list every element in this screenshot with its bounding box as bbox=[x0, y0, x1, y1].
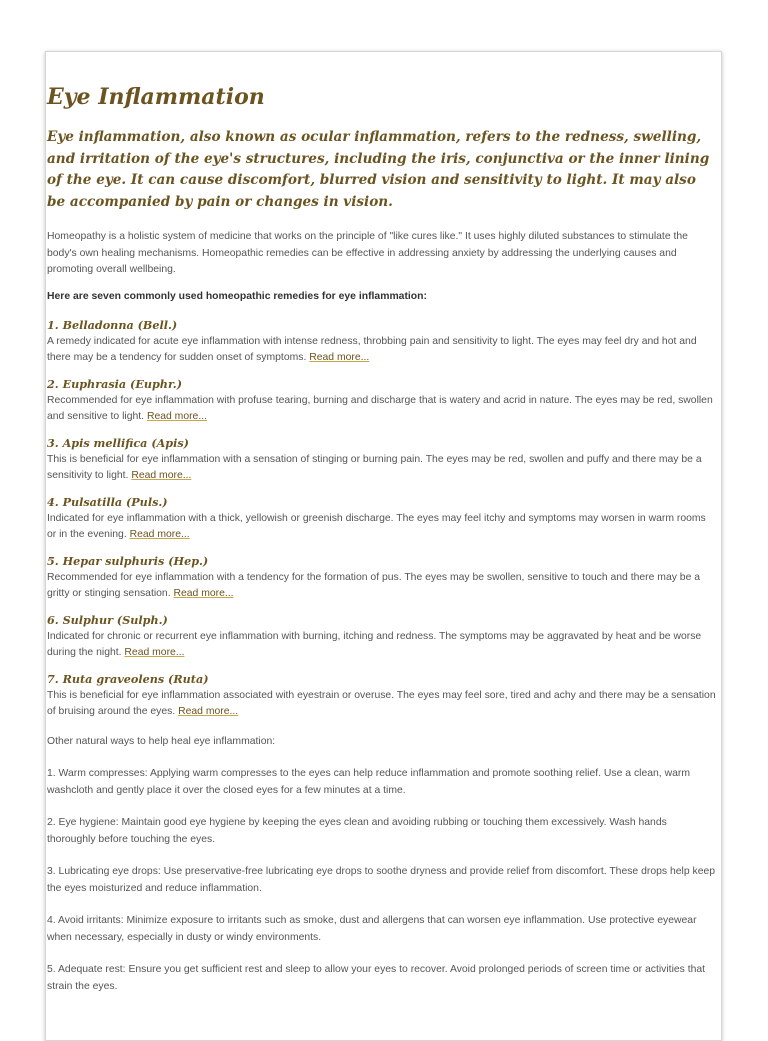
remedy-name: 3. Apis mellifica (Apis) bbox=[47, 436, 189, 450]
remedy-item bbox=[47, 553, 717, 602]
remedy-name: 4. Pulsatilla (Puls.) bbox=[47, 495, 168, 509]
remedy-description-text: This is beneficial for eye inflammation with a sensation of stinging or burning pain. The eyes may be red, swollen and puffy and there may be a sensitivity to light. bbox=[47, 454, 702, 481]
remedy-item bbox=[47, 671, 717, 720]
natural-tip: 2. Eye hygiene: Maintain good eye hygiene by keeping the eyes clean and avoiding rubbing or touching them excessively. Wash hands thoroughly before touching the eyes. bbox=[47, 817, 667, 845]
lead-paragraph: Eye inflammation, also known as ocular inflammation, refers to the redness, swelling, and irritation of the eye's structures, including the iris, conjunctiva or the inner lining of the eye. It can cause discomfort, blurred vision and sensitivity to light. It may also be accompanied by pain or changes in vision. bbox=[47, 129, 710, 210]
remedy-description bbox=[47, 393, 717, 425]
remedy-description-text: Indicated for eye inflammation with a thick, yellowish or greenish discharge. The eyes may feel itchy and symptoms may worsen in warm rooms or in the evening. bbox=[47, 513, 706, 540]
remedy-name: 2. Euphrasia (Euphr.) bbox=[47, 377, 182, 391]
read-more-link[interactable]: Read more... bbox=[131, 470, 192, 481]
remedy-description-text: A remedy indicated for acute eye inflammation with intense redness, throbbing pain and sensitivity to light. The eyes may feel dry and hot and there may be a tendency for sudden onset of symptoms. bbox=[47, 336, 697, 363]
read-more-link[interactable]: Read more... bbox=[146, 411, 207, 422]
read-more-link[interactable]: Read more... bbox=[178, 706, 239, 717]
remedy-description bbox=[47, 629, 717, 661]
read-more-link[interactable]: Read more... bbox=[309, 352, 370, 363]
intro-paragraph: Homeopathy is a holistic system of medicine that works on the principle of "like cures like." It uses highly diluted substances to stimulate the body's own healing mechanisms. Homeopathic remedies can be effective in addressing anxiety by addressing the underlying causes and promoting overall wellbeing. bbox=[47, 231, 688, 275]
natural-tip: 5. Adequate rest: Ensure you get sufficient rest and sleep to allow your eyes to recover. Avoid prolonged periods of screen time or activities that strain the eyes. bbox=[47, 964, 706, 992]
remedies-heading: Here are seven commonly used homeopathic remedies for eye inflammation: bbox=[47, 290, 427, 302]
natural-tip: 4. Avoid irritants: Minimize exposure to irritants such as smoke, dust and allergens that can worsen eye inflammation. Use protective eyewear when necessary, especially in dusty or windy environments. bbox=[47, 915, 697, 943]
remedy-description-text: This is beneficial for eye inflammation associated with eyestrain or overuse. The eyes may feel sore, tired and achy and there may be a sensation of bruising around the eyes. bbox=[47, 690, 716, 717]
natural-tip: 1. Warm compresses: Applying warm compresses to the eyes can help reduce inflammation and promote soothing relief. Use a clean, warm washcloth and gently place it over the closed eyes for a few minutes at a time. bbox=[47, 768, 690, 796]
remedy-name: 6. Sulphur (Sulph.) bbox=[47, 613, 168, 627]
remedy-item bbox=[47, 317, 717, 366]
remedy-name: 1. Belladonna (Bell.) bbox=[47, 318, 178, 332]
remedy-description bbox=[47, 570, 717, 602]
remedy-description-text: Recommended for eye inflammation with profuse tearing, burning and discharge that is watery and acrid in nature. The eyes may be red, swollen and sensitive to light. bbox=[47, 395, 713, 422]
remedy-description bbox=[47, 452, 717, 484]
article-card bbox=[45, 51, 722, 1041]
article-content bbox=[46, 52, 721, 995]
remedy-description bbox=[47, 688, 717, 720]
natural-tip: 3. Lubricating eye drops: Use preservative-free lubricating eye drops to soothe dryness and provide relief from discomfort. These drops help keep the eyes moisturized and reduce inflammation. bbox=[47, 866, 716, 894]
remedy-item bbox=[47, 376, 717, 425]
natural-remedies-heading: Other natural ways to help heal eye inflammation: bbox=[47, 736, 276, 747]
remedy-item bbox=[47, 612, 717, 661]
read-more-link[interactable]: Read more... bbox=[173, 588, 234, 599]
remedy-description bbox=[47, 511, 717, 543]
remedy-name: 7. Ruta graveolens (Ruta) bbox=[47, 672, 209, 686]
remedy-item bbox=[47, 435, 717, 484]
remedy-name: 5. Hepar sulphuris (Hep.) bbox=[47, 554, 209, 568]
read-more-link[interactable]: Read more... bbox=[124, 647, 185, 658]
remedy-description-text: Recommended for eye inflammation with a tendency for the formation of pus. The eyes may be swollen, sensitive to touch and there may be a gritty or stinging sensation. bbox=[47, 572, 701, 599]
remedy-item bbox=[47, 494, 717, 543]
remedy-description bbox=[47, 334, 717, 366]
page-title: Eye Inflammation bbox=[47, 84, 265, 110]
remedy-description-text: Indicated for chronic or recurrent eye inflammation with burning, itching and redness. The symptoms may be aggravated by heat and be worse during the night. bbox=[47, 631, 702, 658]
read-more-link[interactable]: Read more... bbox=[129, 529, 190, 540]
